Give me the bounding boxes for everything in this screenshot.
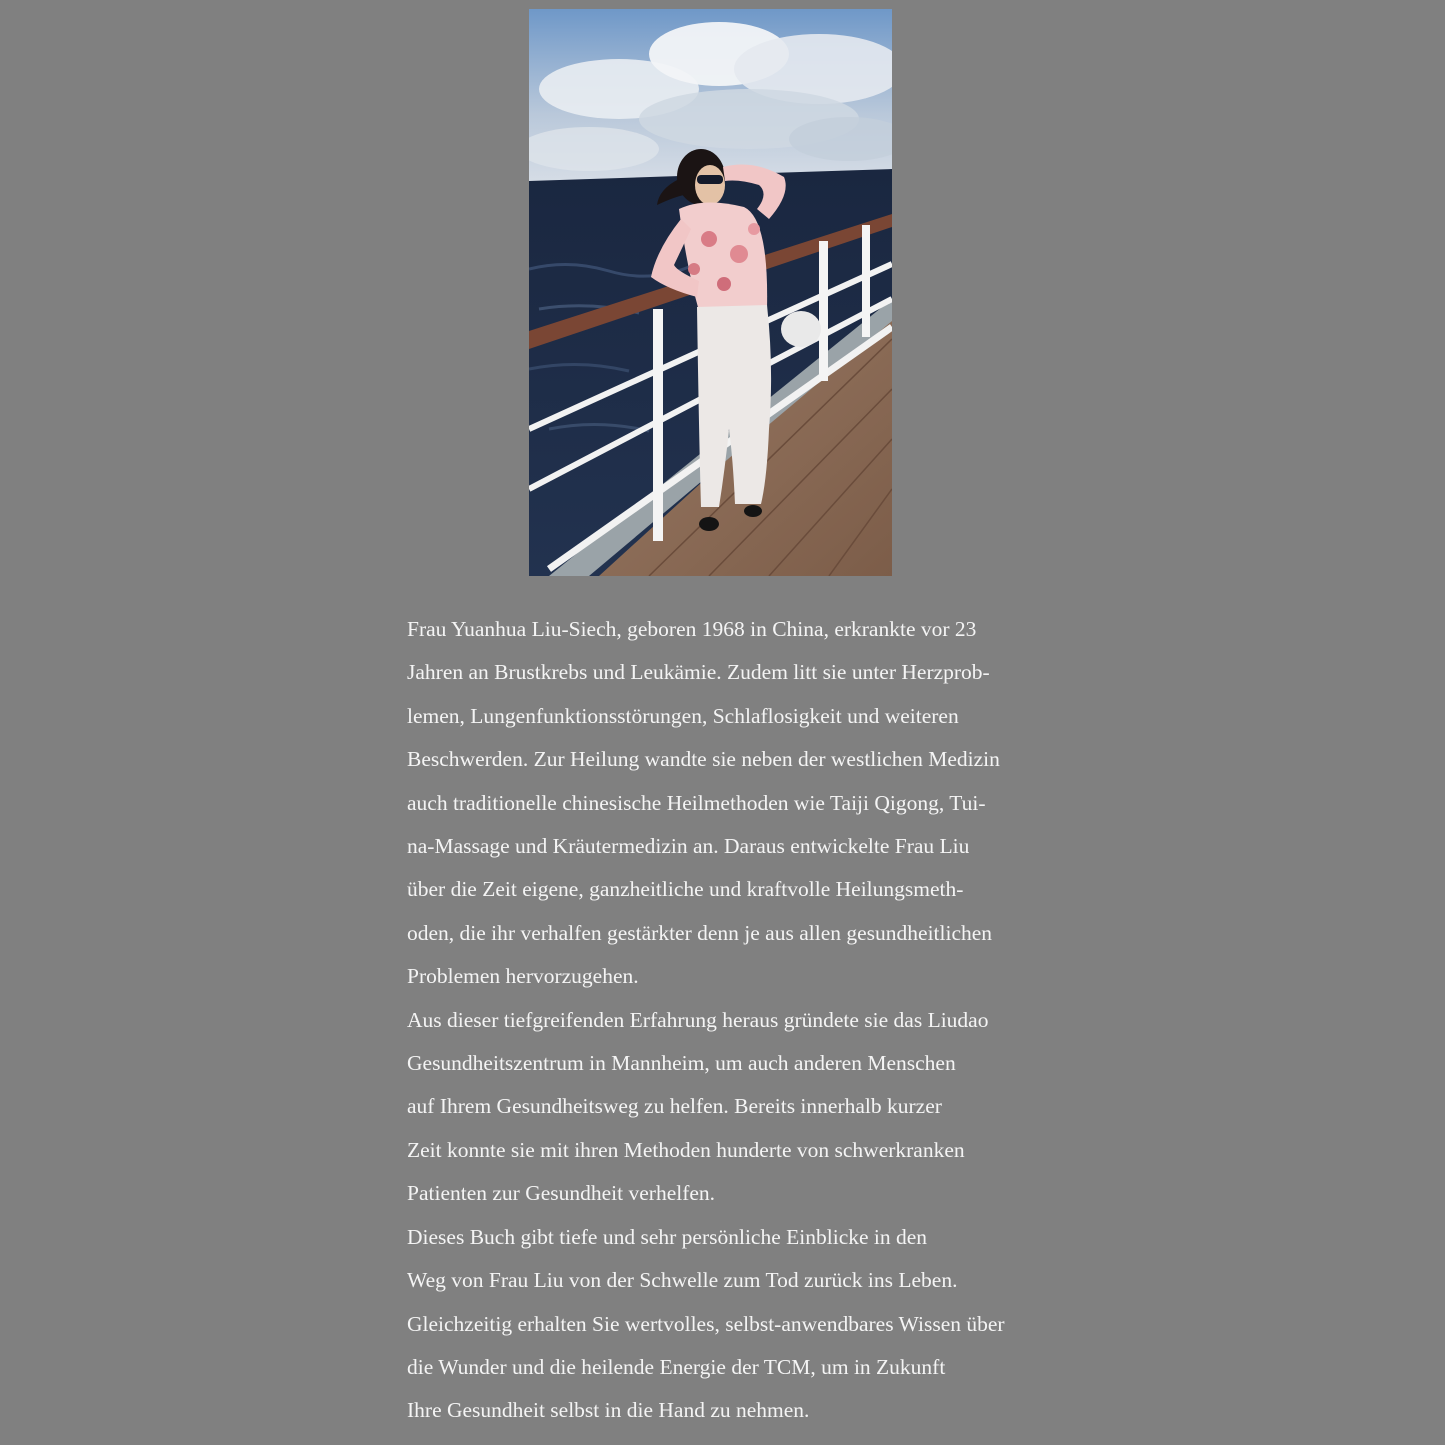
text-line: Aus dieser tiefgreifenden Erfahrung heraus gründete sie das Liudao — [407, 1007, 989, 1032]
text-line: Jahren an Brustkrebs und Leukämie. Zudem litt sie unter Herzprob- — [407, 660, 990, 685]
text-line: auf Ihrem Gesundheitsweg zu helfen. Bereits innerhalb kurzer — [407, 1094, 942, 1119]
text-line: na-Massage und Kräutermedizin an. Daraus entwickelte Frau Liu — [407, 834, 970, 859]
text-line: Problemen hervorzugehen. — [407, 964, 639, 989]
text-line: Ihre Gesundheit selbst in die Hand zu nehmen. — [407, 1398, 810, 1423]
text-line: Zeit konnte sie mit ihren Methoden hunderte von schwerkranken — [407, 1137, 965, 1162]
text-line: Weg von Frau Liu von der Schwelle zum Tod zurück ins Leben. — [407, 1268, 958, 1293]
text-line: Gesundheitszentrum in Mannheim, um auch anderen Menschen — [407, 1051, 956, 1076]
text-line: Gleichzeitig erhalten Sie wertvolles, selbst-anwendbares Wissen über — [407, 1311, 1005, 1336]
author-photo — [529, 9, 892, 576]
text-line: auch traditionelle chinesische Heilmethoden wie Taiji Qigong, Tui- — [407, 790, 986, 815]
text-line: über die Zeit eigene, ganzheitliche und kraftvolle Heilungsmeth- — [407, 877, 964, 902]
text-line: Beschwerden. Zur Heilung wandte sie neben der westlichen Medizin — [407, 747, 1000, 772]
text-line: Frau Yuanhua Liu-Siech, geboren 1968 in China, erkrankte vor 23 — [407, 617, 977, 641]
photo-woman-on-ship-deck-icon — [529, 9, 892, 576]
text-line: Dieses Buch gibt tiefe und sehr persönliche Einblicke in den — [407, 1224, 928, 1249]
text-line: Patienten zur Gesundheit verhelfen. — [407, 1181, 716, 1206]
text-line: oden, die ihr verhalfen gestärkter denn je aus allen gesundheitlichen — [407, 920, 993, 945]
author-biography — [407, 608, 1057, 1433]
text-line: die Wunder und die heilende Energie der TCM, um in Zukunft — [407, 1354, 946, 1379]
text-line: lemen, Lungenfunktionsstörungen, Schlaflosigkeit und weiteren — [407, 703, 959, 728]
